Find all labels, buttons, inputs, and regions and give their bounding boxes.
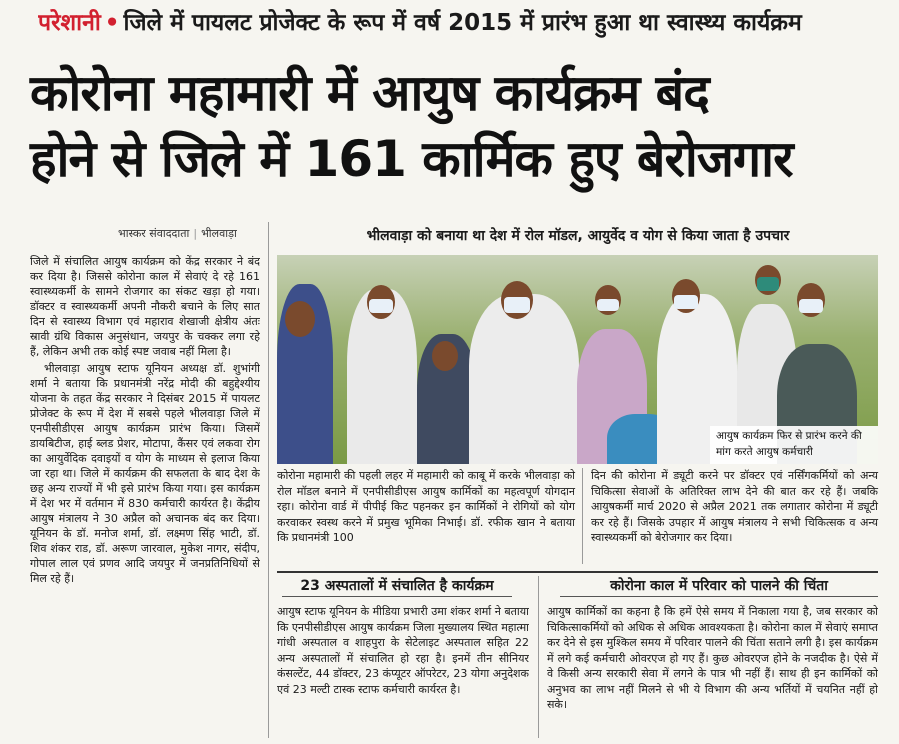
section-right-body: आयुष कार्मिकों का कहना है कि हमें ऐसे समय में निकाला गया है, जब सरकार को चिकित्साकर्मियों को अधिक से अधिक आवश्यकता है। कोरोना काल में सेवाएं समाप्त कर देने से इस मुश्किल समय में परिवार पालने की चिंता सताने लगी है। इस कार्यक्रम में लगे कई कर्मचारी ओवरएज हो गए हैं। कुछ ओवरएज होने के नजदीक है। ऐसे में वे किसी अन्य सरकारी सेवा में लगने के पात्र भी नहीं हैं। साथ ही इन कार्मिकों को अनुभव का लाभ नहीं मिलने से भी ये विभाग की अन्य भर्तियों में चयनित नहीं हो सके।	[547, 605, 878, 711]
photo-person-head	[432, 341, 458, 371]
left-paragraph-2: भीलवाड़ा आयुष स्टाफ यूनियन अध्यक्ष डॉ. शुभांगी शर्मा ने बताया कि प्रधानमंत्री नरेंद्र मोदी की बहुद्देश्यीय योजना के तहत केंद्र सरकार ने दिसंबर 2015 में पायलट प्रोजेक्ट के रूप में देश में सबसे पहले भीलवाड़ा जिले में एनपीसीडीएस आयुष कार्यक्रम प्रारंभ किया। जिसमें डायबिटीज, हाई ब्लड प्रेशर, मोटापा, कैंसर एवं लकवा रोग का आयुर्वेदिक दवाइयों व योग के माध्यम से इलाज किया जा रहा था। जिले में कार्यक्रम की सफलता के बाद देश के छह अन्य राज्यों में भी इसे प्रारंभ किया गया। इस कार्यक्रम में देश भर में वर्तमान में 830 कर्मचारी कार्यरत है। केंद्रीय आयुष मंत्रालय ने 30 अप्रैल को अचानक बंद कर दिया। यूनियन के डॉ. मनोज शर्मा, डॉ. लक्ष्मण सिंह भाटी, डॉ. शिव शंकर राड, डॉ. अरूण जारवाल, मुकेश नागर, संदीप, गोपाल लाल एवं प्रणव आदि जयपुर में जनप्रतिनिधियों से मिल रहे हैं।	[30, 362, 260, 585]
photo-face-mask	[597, 299, 619, 311]
headline	[30, 60, 890, 192]
byline-reporter: भास्कर संवाददाता	[118, 227, 190, 240]
section-right-underline	[560, 596, 878, 597]
headline-line-1: कोरोना महामारी में आयुष कार्यक्रम बंद	[30, 64, 709, 122]
news-photo	[277, 255, 878, 464]
section-divider	[538, 576, 539, 738]
kicker-bullet: •	[104, 10, 120, 36]
left-article-column	[30, 254, 260, 740]
section-left-underline	[282, 596, 512, 597]
photo-headline: भीलवाड़ा को बनाया था देश में रोल मॉडल, आयुर्वेद व योग से किया जाता है उपचार	[366, 228, 790, 244]
byline-place: भीलवाड़ा	[201, 227, 237, 240]
section-left-title: 23 अस्पतालों में संचालित है कार्यक्रम	[300, 578, 494, 594]
photo-face-mask	[674, 295, 698, 309]
left-paragraph-1: जिले में संचालित आयुष कार्यक्रम को केंद्र सरकार ने बंद कर दिया है। जिससे कोरोना काल में सेवाएं दे रहे 161 स्वास्थ्यकर्मी के सामने रोजगार का संकट खड़ा हो गया। डॉक्टर व स्वास्थ्यकर्मी अपनी नौकरी बचाने के लिए सात दिन से स्वास्थ्य विभाग एवं महाराव शेखाजी क्षेत्रीय अंतः स्रावी ग्रंथि विकास अनुसंधान, जयपुर के चक्कर लगा रहे हैं, लेकिन अभी तक कोई स्पष्ट जवाब नहीं मिला है।	[30, 255, 260, 358]
kicker-tag: परेशानी	[38, 10, 101, 36]
column-divider	[268, 222, 269, 738]
byline-separator: |	[193, 227, 198, 240]
photo-face-mask	[799, 299, 823, 313]
byline	[118, 226, 237, 241]
photo-person	[469, 294, 579, 464]
caption-divider	[582, 468, 583, 564]
section-left-body: आयुष स्टाफ यूनियन के मीडिया प्रभारी उमा शंकर शर्मा ने बताया कि एनपीसीडीएस आयुष कार्यक्रम जिला मुख्यालय स्थित महात्मा गांधी अस्पताल व शाहपुरा के सेटेलाइट अस्पताल सहित 22 अन्य अस्पतालों में संचालित हो रहा है। इनमें तीन सीनियर कंसल्टेंट, 44 डॉक्टर, 23 कंप्यूटर ऑपरेटर, 23 योगा अनुदेशक एवं 23 मल्टी टास्क स्टाफ कर्मचारी कार्यरत है।	[277, 605, 529, 696]
photo-inset-caption: आयुष कार्यक्रम फिर से प्रारंभ करने की मांग करते आयुष कर्मचारी	[710, 426, 878, 464]
photo-person-head	[285, 301, 315, 337]
section-right-title: कोरोना काल में परिवार को पालने की चिंता	[610, 578, 828, 594]
section-rule	[277, 571, 878, 573]
kicker-text: जिले में पायलट प्रोजेक्ट के रूप में वर्ष 2015 में प्रारंभ हुआ था स्वास्थ्य कार्यक्रम	[123, 10, 802, 36]
caption-column-1: कोरोना महामारी की पहली लहर में महामारी को काबू में करके भीलवाड़ा को रोल मॉडल बनाने में एनपीसीडीएस आयुष कार्मिकों का महत्वपूर्ण योगदान रहा। कोरोना वार्ड में पीपीई किट पहनकर इन कार्मिकों ने रोगियों को योग करवाकर स्वस्थ करने में प्रमुख भूमिका निभाई। डॉ. रफीक खान ने बताया कि प्रधानमंत्री 100	[277, 469, 575, 544]
photo-face-mask	[757, 277, 779, 291]
headline-line-2: होने से जिले में 161 कार्मिक हुए बेरोजगार	[30, 130, 793, 188]
caption-column-2: दिन की कोरोना में ड्यूटी करने पर डॉक्टर एवं नर्सिंगकर्मियों को अन्य चिकित्सा सेवाओं के अतिरिक्त लाभ देने की बात कर रहे हैं। जबकि आयुषकर्मी मार्च 2020 से अप्रैल 2021 तक लगातार कोरोना में ड्यूटी कर रहे हैं। जिसके उपहार में आयुष मंत्रालय ने सभी चिकित्सक व अन्य स्वास्थ्यकर्मी को बेरोजगार कर दिया।	[591, 469, 878, 544]
kicker-line	[38, 6, 888, 40]
photo-face-mask	[369, 299, 393, 313]
photo-face-mask	[504, 297, 530, 313]
